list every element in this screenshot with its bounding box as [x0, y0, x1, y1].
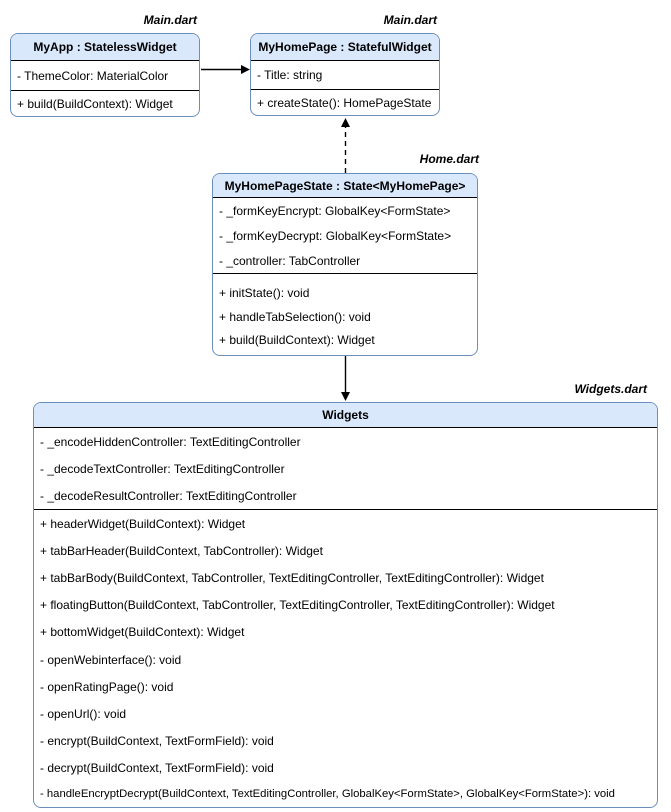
class-attribute: - _controller: TabController — [219, 253, 361, 268]
class-method: + build(BuildContext): Widget — [219, 333, 375, 348]
file-label-widgets-dart: Widgets.dart — [574, 382, 647, 396]
class-method: - handleEncryptDecrypt(BuildContext, TextEditingController, GlobalKey<FormState>, GlobalKey<FormState>): void — [40, 788, 615, 801]
class-title-widgets: Widgets — [34, 403, 657, 428]
class-box-myhomepage — [250, 33, 440, 116]
association-arrow-myhomepagestate-to-widgets — [339, 356, 352, 402]
association-arrow-myapp-to-myhomepage — [201, 63, 251, 76]
attributes-section-myhomepagestate — [213, 198, 477, 273]
attributes-section-widgets — [34, 428, 657, 509]
class-title-myhomepagestate: MyHomePageState : State<MyHomePage> — [213, 174, 477, 198]
methods-section-myhomepage — [251, 89, 439, 115]
class-attribute: - _formKeyEncrypt: GlobalKey<FormState> — [219, 203, 451, 218]
class-attribute: - _decodeResultController: TextEditingController — [40, 488, 297, 503]
class-method: + tabBarHeader(BuildContext, TabController): Widget — [40, 543, 323, 558]
file-label-home-dart: Home.dart — [419, 152, 479, 166]
class-method: - encrypt(BuildContext, TextFormField): void — [40, 734, 274, 749]
class-method: + headerWidget(BuildContext): Widget — [40, 516, 246, 531]
file-label-main-dart-myapp: Main.dart — [143, 13, 197, 27]
class-attribute: - _decodeTextController: TextEditingController — [40, 461, 285, 476]
class-method: - openWebinterface(): void — [40, 652, 182, 667]
class-box-myhomepagestate — [212, 173, 478, 356]
class-method: + bottomWidget(BuildContext): Widget — [40, 625, 245, 640]
class-box-widgets — [33, 402, 658, 808]
class-attribute: - _formKeyDecrypt: GlobalKey<FormState> — [219, 228, 452, 243]
class-method: - openRatingPage(): void — [40, 679, 174, 694]
methods-section-myhomepagestate — [213, 273, 477, 355]
class-attribute: - ThemeColor: MaterialColor — [17, 68, 169, 83]
class-box-myapp — [10, 33, 200, 117]
attributes-section-myhomepage — [251, 61, 439, 89]
class-method: + handleTabSelection(): void — [219, 309, 371, 324]
class-method: + initState(): void — [219, 285, 310, 300]
methods-section-widgets — [34, 509, 657, 807]
methods-section-myapp — [11, 90, 199, 116]
class-method: + floatingButton(BuildContext, TabController, TextEditingController, TextEditingController): Widget — [40, 598, 555, 613]
class-method: - decrypt(BuildContext, TextFormField): void — [40, 761, 274, 776]
class-attribute: - Title: string — [257, 68, 323, 82]
class-method: + createState(): HomePageState — [257, 95, 432, 110]
class-method: - openUrl(): void — [40, 706, 127, 721]
class-method: + tabBarBody(BuildContext, TabController, TextEditingController, TextEditingController): Widget — [40, 570, 544, 585]
class-title-myhomepage: MyHomePage : StatefulWidget — [251, 34, 439, 61]
file-label-main-dart-myhomepage: Main.dart — [383, 13, 437, 27]
down-arrow-icon — [339, 356, 352, 402]
class-title-myapp: MyApp : StatelessWidget — [11, 34, 199, 61]
right-arrow-icon — [201, 63, 251, 76]
up-arrow-dashed-icon — [339, 117, 352, 174]
dependency-arrow-myhomepagestate-to-myhomepage — [339, 117, 352, 174]
class-attribute: - _encodeHiddenController: TextEditingController — [40, 434, 301, 449]
attributes-section-myapp — [11, 61, 199, 90]
class-method: + build(BuildContext): Widget — [17, 96, 173, 111]
